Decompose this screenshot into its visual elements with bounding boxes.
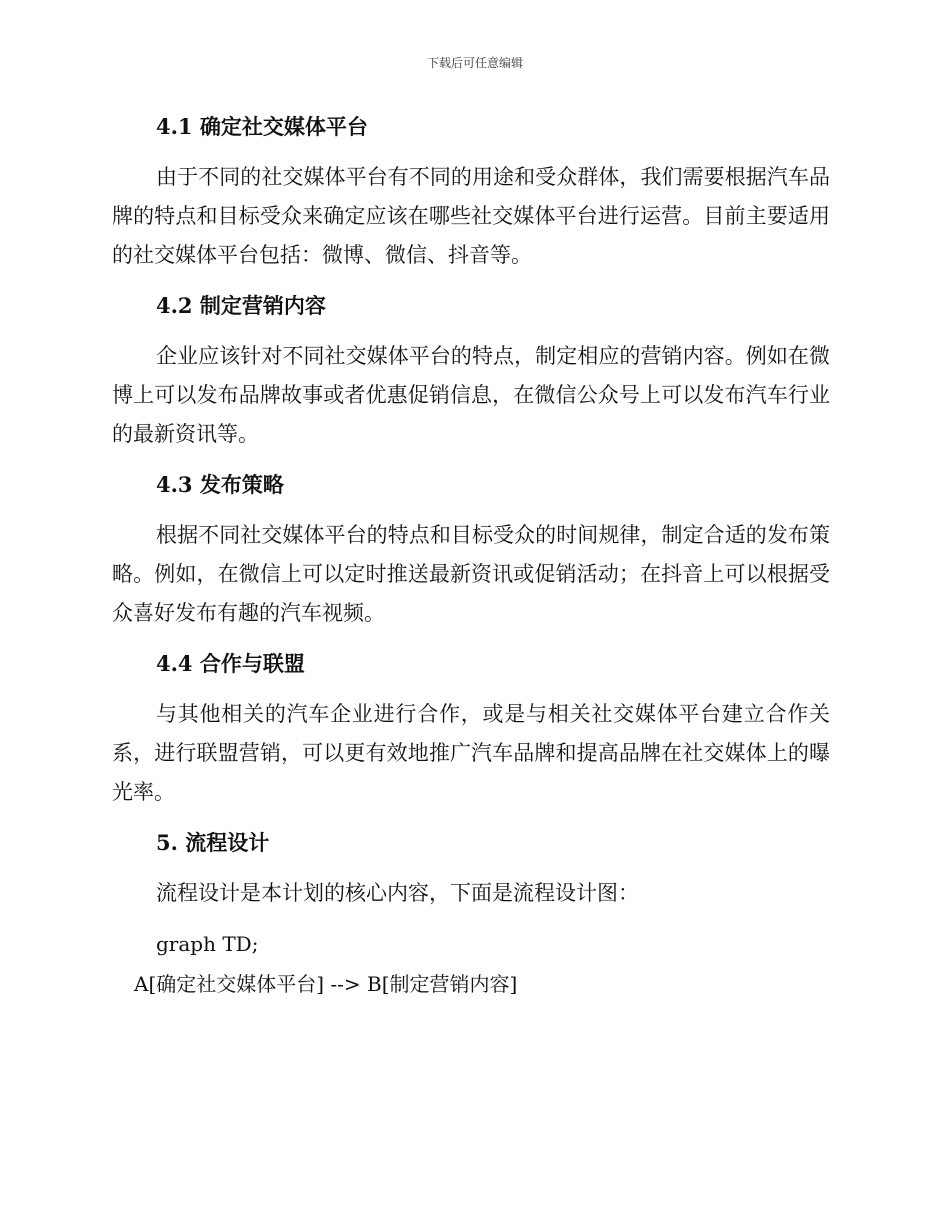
document-body: [112, 110, 830, 1001]
section-heading-4-1: 4.1 确定社交媒体平台: [156, 114, 368, 139]
section-paragraph-4-4: 与其他相关的汽车企业进行合作，或是与相关社交媒体平台建立合作关系，进行联盟营销，可以更有效地推广汽车品牌和提高品牌在社交媒体上的曝光率。: [112, 702, 830, 804]
section-heading-4-2: 4.2 制定营销内容: [156, 293, 326, 318]
section-heading-5: 5. 流程设计: [156, 830, 270, 855]
section-paragraph-4-2: 企业应该针对不同社交媒体平台的特点，制定相应的营销内容。例如在微博上可以发布品牌故事或者优惠促销信息，在微信公众号上可以发布汽车行业的最新资讯等。: [112, 344, 830, 446]
code-line-2: A[确定社交媒体平台] --> B[制定营销内容]: [134, 972, 518, 996]
section-paragraph-4-3: 根据不同社交媒体平台的特点和目标受众的时间规律，制定合适的发布策略。例如，在微信上可以定时推送最新资讯或促销活动；在抖音上可以根据受众喜好发布有趣的汽车视频。: [112, 523, 830, 625]
section-heading-4-4: 4.4 合作与联盟: [156, 651, 305, 676]
section-heading-4-3: 4.3 发布策略: [156, 472, 284, 497]
code-line-1: graph TD;: [156, 932, 259, 956]
section-paragraph-5: 流程设计是本计划的核心内容，下面是流程设计图：: [156, 881, 639, 905]
page-header: 下载后可任意编辑: [426, 56, 523, 70]
section-paragraph-4-1: 由于不同的社交媒体平台有不同的用途和受众群体，我们需要根据汽车品牌的特点和目标受众来确定应该在哪些社交媒体平台进行运营。目前主要适用的社交媒体平台包括：微博、微信、抖音等。: [112, 165, 830, 267]
